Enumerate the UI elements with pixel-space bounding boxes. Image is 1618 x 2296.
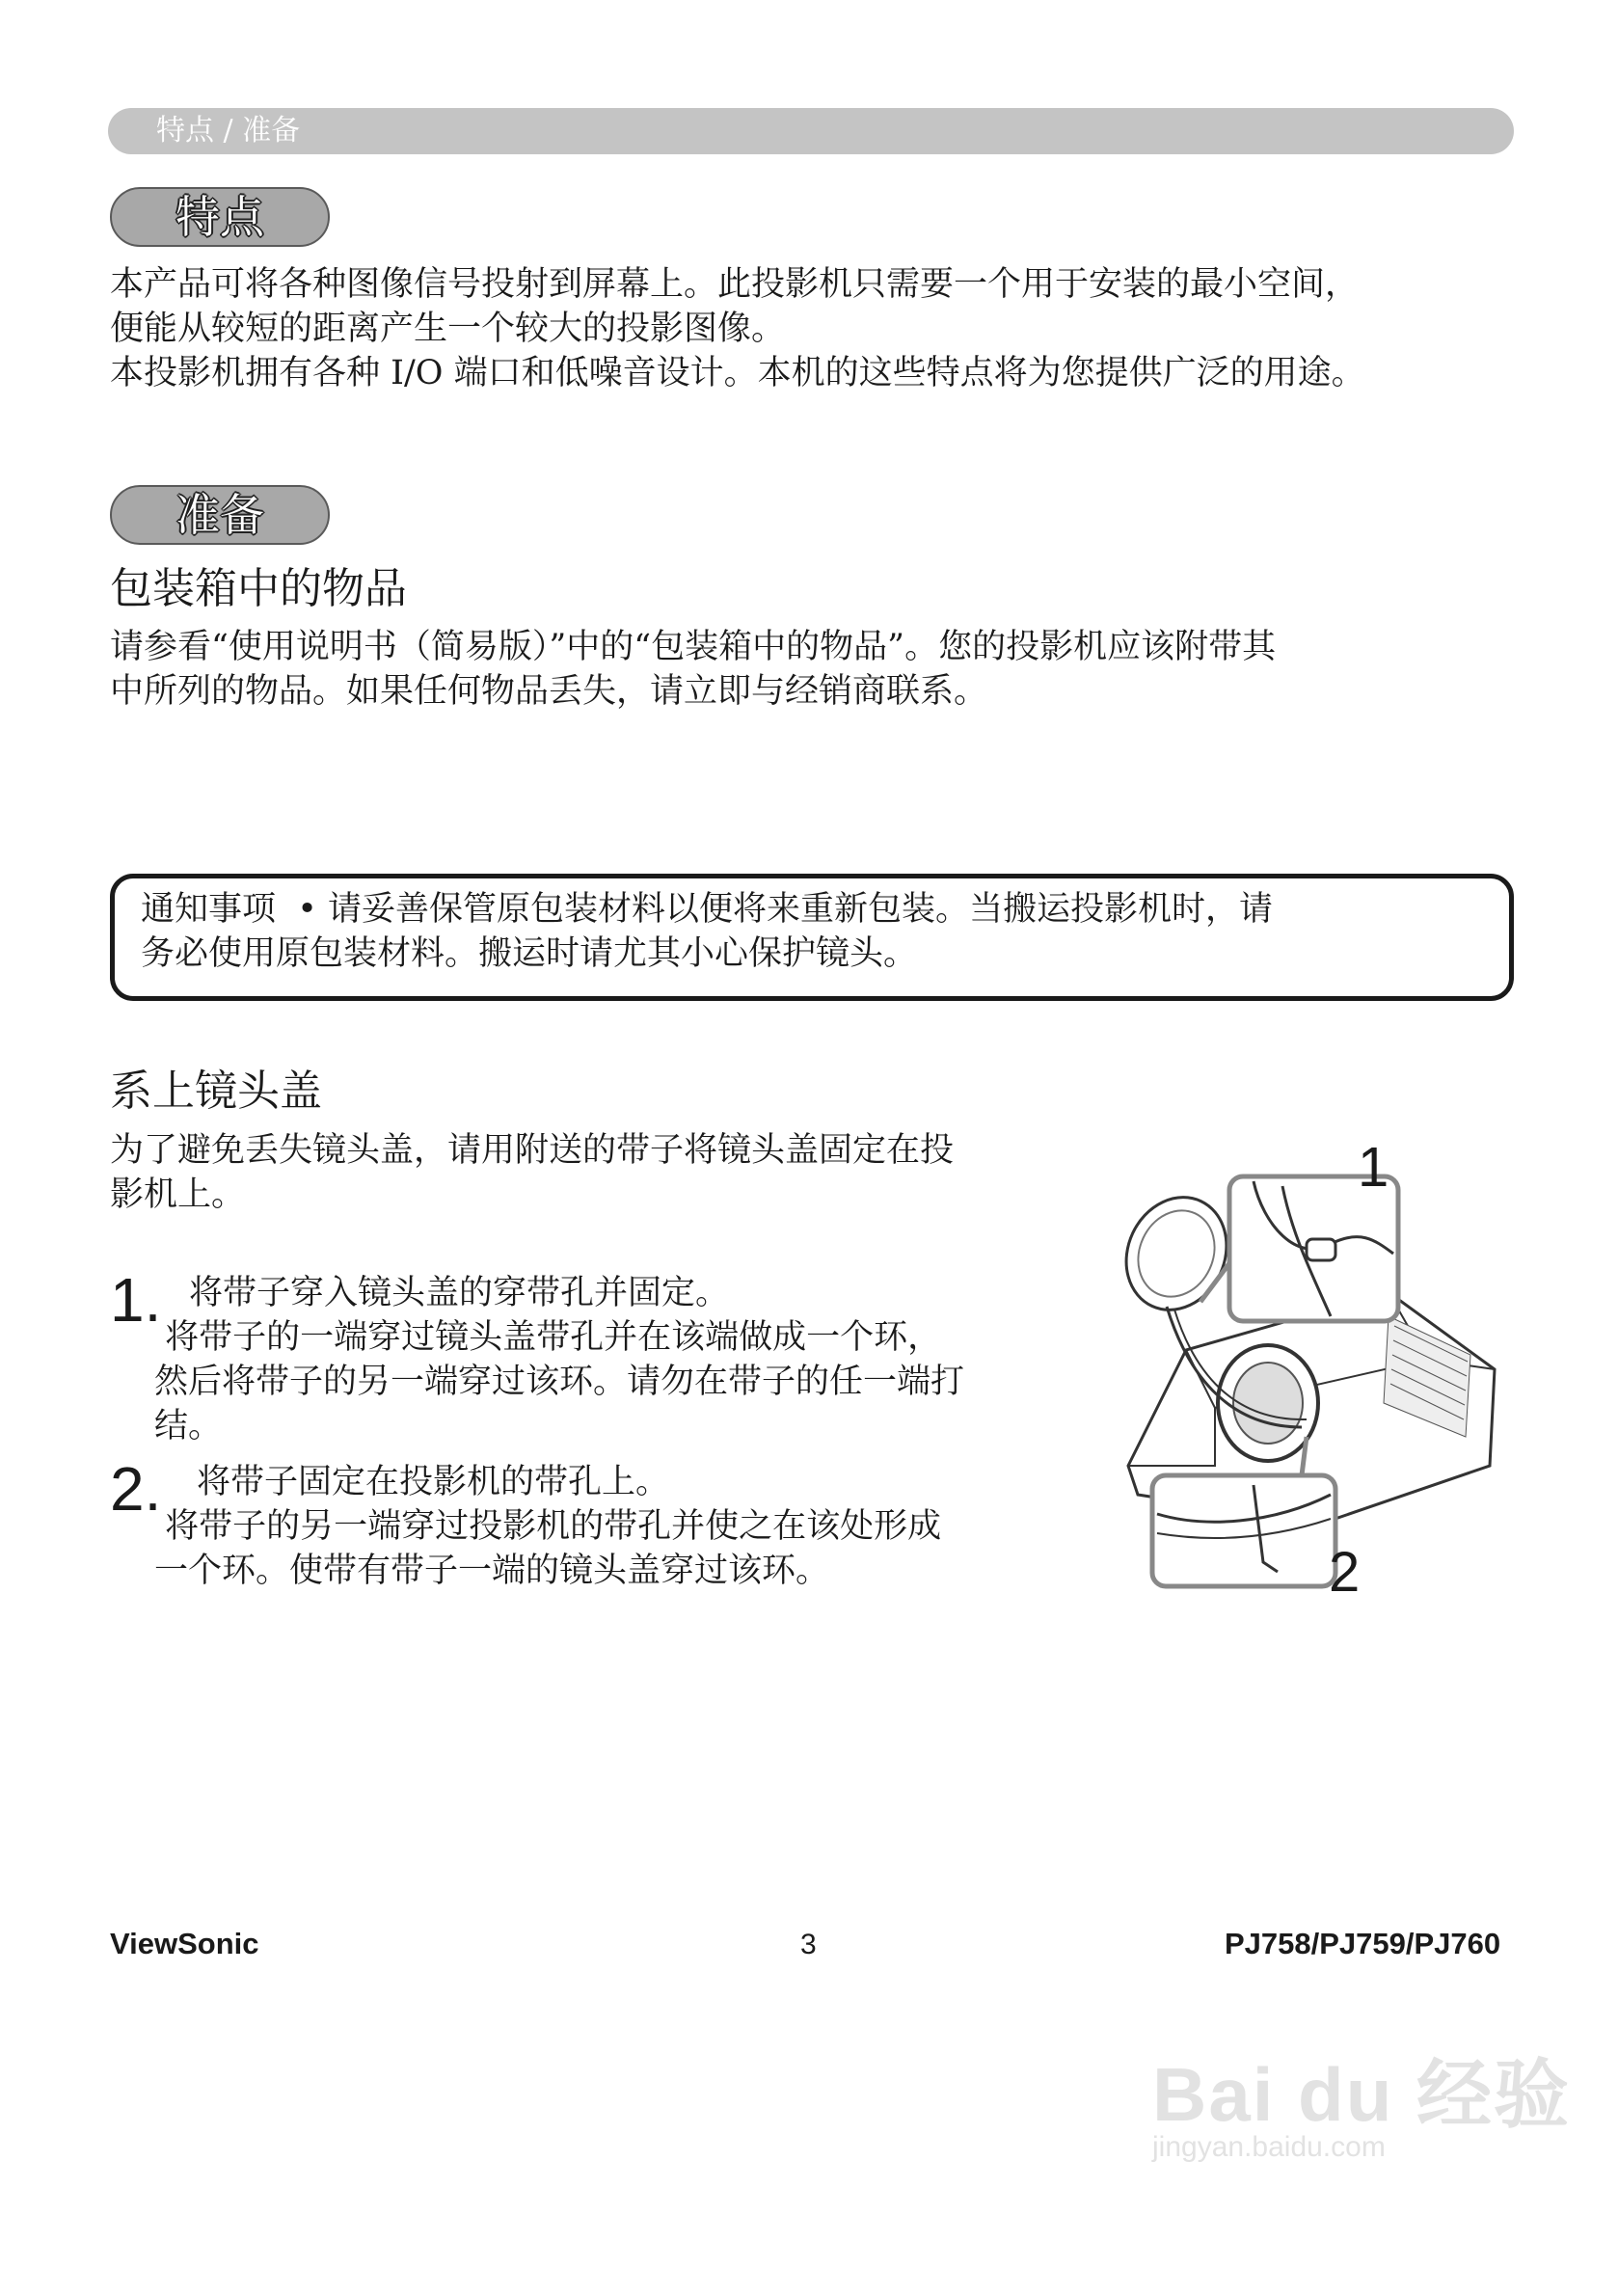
figure-label-2: 2 [1329,1541,1361,1604]
header-bar [108,108,1514,154]
notice-text: 通知事项 • 请妥善保管原包装材料以便将来重新包装。当搬运投影机时，请 务必使用原包装材料。搬运时请尤其小心保护镜头。 [141,890,1274,973]
step-1-body: 将带子的一端穿过镜头盖带孔并在该端做成一个环， 然后将带子的另一端穿过该环。请勿在带子的任一端打 结。 [154,1318,965,1445]
baidu-watermark: Bai du 经验 [1152,2052,1572,2137]
preparation-title: 准备 [175,489,264,541]
projector-lens-cap-illustration [1109,1148,1514,1610]
step-2-body: 将带子的另一端穿过投影机的带孔并使之在该处形成 一个环。使带有带子一端的镜头盖穿过该环。 [154,1507,942,1590]
footer-brand: ViewSonic [110,1927,259,1960]
figure-label-1: 1 [1358,1148,1389,1199]
step-1-title: 将带子穿入镜头盖的穿带孔并固定。 [189,1274,730,1312]
page-number: 3 [800,1929,817,1960]
features-title: 特点 [175,191,264,243]
step-1-number: 1. [110,1265,162,1335]
step-2-title: 将带子固定在投影机的带孔上。 [197,1463,670,1501]
lens-cap-intro: 为了避免丢失镜头盖，请用附送的带子将镜头盖固定在投 影机上。 [110,1131,955,1214]
footer-model: PJ758/PJ759/PJ760 [1225,1927,1501,1960]
baidu-watermark-url: jingyan.baidu.com [1152,2131,1386,2163]
features-title-badge [110,187,330,247]
breadcrumb: 特点 / 准备 [156,114,301,148]
lens-cap-heading: 系上镜头盖 [110,1067,322,1116]
step-2-number: 2. [110,1454,162,1524]
package-body: 请参看“使用说明书（简易版）”中的“包装箱中的物品”。您的投影机应该附带其 中所列的物品。如果任何物品丢失，请立即与经销商联系。 [110,628,1277,711]
preparation-title-badge [110,485,330,545]
features-body: 本产品可将各种图像信号投射到屏幕上。此投影机只需要一个用于安装的最小空间， 便能从较短的距离产生一个较大的投影图像。 本投影机拥有各种 I/O 端口和低噪音设计。本机的这些特点将为您提供广泛的用途。 [110,265,1365,392]
package-heading: 包装箱中的物品 [110,564,407,613]
